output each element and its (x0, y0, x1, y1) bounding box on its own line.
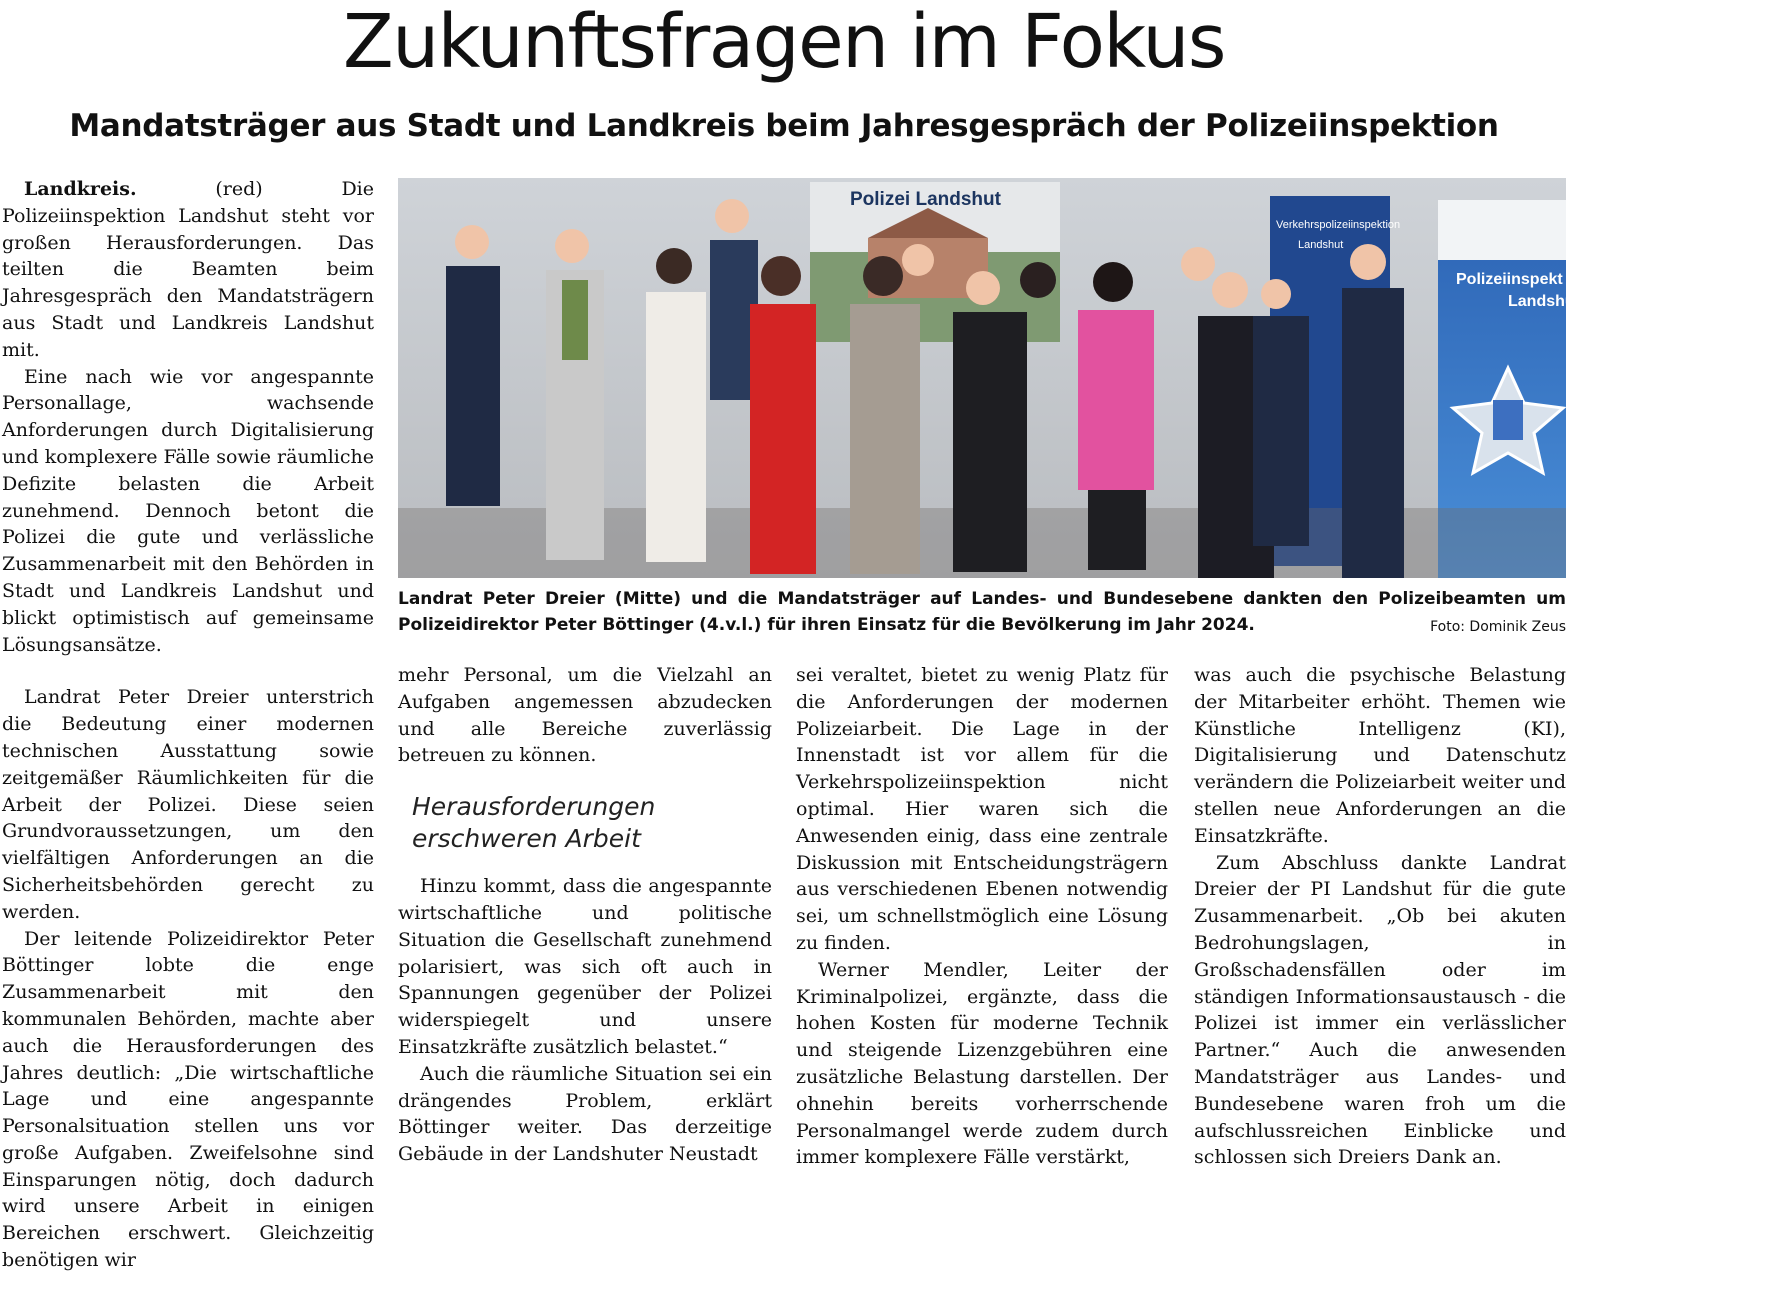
article-column-2 (398, 662, 772, 1168)
paragraph: mehr Personal, um die Vielzahl an Aufgaben angemessen abzudecken und alle Bereiche zuverlässig betreuen zu können. (398, 664, 772, 767)
paragraph: was auch die psychische Belastung der Mitarbeiter erhöht. Themen wie Künstliche Intelligenz (KI), Digitalisierung und Datenschutz verändern die Polizeiarbeit weiter und stellen neue Anforderungen an die Einsatzkräfte. (1194, 664, 1566, 847)
rollup-right-subtitle: Landshut (1508, 293, 1580, 310)
intro-text: (red) Die Polizeiinspektion Landshut steht vor großen Herausforderungen. Das teilten die Beamten beim Jahresgespräch den Mandatsträgern aus Stadt und Landkreis Landshut mit. (2, 178, 374, 361)
paragraph: Der leitende Polizeidirektor Peter Böttinger lobte die enge Zusammenarbeit mit den kommunalen Behörden, machte aber auch die Herausforderungen des Jahres deutlich: „Die wirtschaftliche Lage und eine angespannte Personalsituation stellen uns vor große Aufgaben. Zweifelsohne sind Einsparungen nötig, doch dadurch wird unsere Arbeit in einigen Bereichen erschwert. Gleichzeitig benötigen wir (2, 927, 374, 1272)
subheading-line-2: erschweren Arbeit (412, 824, 641, 854)
paragraph: Hinzu kommt, dass die angespannte wirtschaftliche und politische Situation die Gesellschaft zunehmend polarisiert, was sich oft auch in Spannungen gegenüber der Polizei widerspiegelt und unsere Einsatzkräfte zusätzlich belastet.“ (398, 875, 772, 1058)
article-column-3 (796, 662, 1168, 1171)
paragraph: Eine nach wie vor angespannte Personallage, wachsende Anforderungen durch Digitalisierung und komplexere Fälle sowie räumliche Defizite belasten die Arbeit zunehmend. Dennoch betont die Polizei die gute und verlässliche Zusammenarbeit mit den Behörden in Stadt und Landkreis Landshut und blickt optimistisch auf gemeinsame Lösungsansätze. (2, 365, 374, 656)
paragraph: Werner Mendler, Leiter der Kriminalpolizei, ergänzte, dass die hohen Kosten für moderne Technik und steigende Lizenzgebühren eine zusätzliche Belastung darstellen. Der ohnehin bereits vorherrschende Personalmangel werde zudem durch immer komplexere Fälle verstärkt, (796, 958, 1168, 1169)
group-photo-illustration (398, 178, 1580, 578)
paragraph: Auch die räumliche Situation sei ein drängendes Problem, erklärt Böttinger weiter. Das derzeitige Gebäude in der Landshuter Neustadt (398, 1062, 772, 1166)
subheading-line-1: Herausforderungen (412, 792, 656, 822)
paragraph: sei veraltet, bietet zu wenig Platz für die Anforderungen der modernen Polizeiarbeit. Die Lage in der Innenstadt ist vor allem für die Verkehrspolizeiinspektion nicht optimal. Hier waren sich die Anwesenden einig, dass eine zentrale Diskussion mit Entscheidungsträgern aus verschiedenen Ebenen notwendig sei, um schnellstmöglich eine Lösung zu finden. (796, 664, 1168, 954)
paragraph: Landrat Peter Dreier unterstrich die Bedeutung einer modernen technischen Ausstattung sowie zeitgemäßer Räumlichkeiten für die Arbeit der Polizei. Diese seien Grundvoraussetzungen, um den vielfältigen Anforderungen an die Sicherheitsbehörden gerecht zu werden. (2, 686, 374, 923)
paragraph-intro (2, 176, 374, 364)
banner-text: Polizei Landshut (850, 189, 1001, 210)
group-photo (398, 178, 1580, 578)
caption-text: Landrat Peter Dreier (Mitte) und die Mandatsträger auf Landes- und Bundesebene dankten den Polizeibeamten um Polizeidirektor Peter Böttinger (4.v.l.) für ihren Einsatz für die Bevölkerung im Jahr 2024. (398, 589, 1566, 635)
photo-credit: Foto: Dominik Zeus (1430, 619, 1566, 635)
article-column-4 (1194, 662, 1566, 1171)
headline: Zukunftsfragen im Fokus (343, 0, 1225, 85)
rollup-left-subtitle: Landshut (1298, 239, 1344, 251)
subheadline: Mandatsträger aus Stadt und Landkreis beim Jahresgespräch der Polizeiinspektion (69, 108, 1499, 144)
lead-word: Landkreis. (24, 178, 137, 200)
rollup-left-title: Verkehrspolizeiinspektion (1276, 219, 1401, 231)
article-column-1 (2, 176, 374, 1274)
rollup-right-title: Polizeiinspekt (1456, 271, 1563, 288)
subheading (412, 791, 772, 855)
paragraph: Zum Abschluss dankte Landrat Dreier der PI Landshut für die gute Zusammenarbeit. „Ob bei akuten Bedrohungslagen, in Großschadensfällen oder im ständigen Informationsaustausch - die Polizei ist immer ein verlässlicher Partner.“ Auch die anwesenden Mandatsträger aus Landes- und Bundesebene waren froh um die aufschlussreichen Einblicke und schlossen sich Dreiers Dank an. (1194, 851, 1566, 1169)
photo-caption (398, 586, 1566, 640)
